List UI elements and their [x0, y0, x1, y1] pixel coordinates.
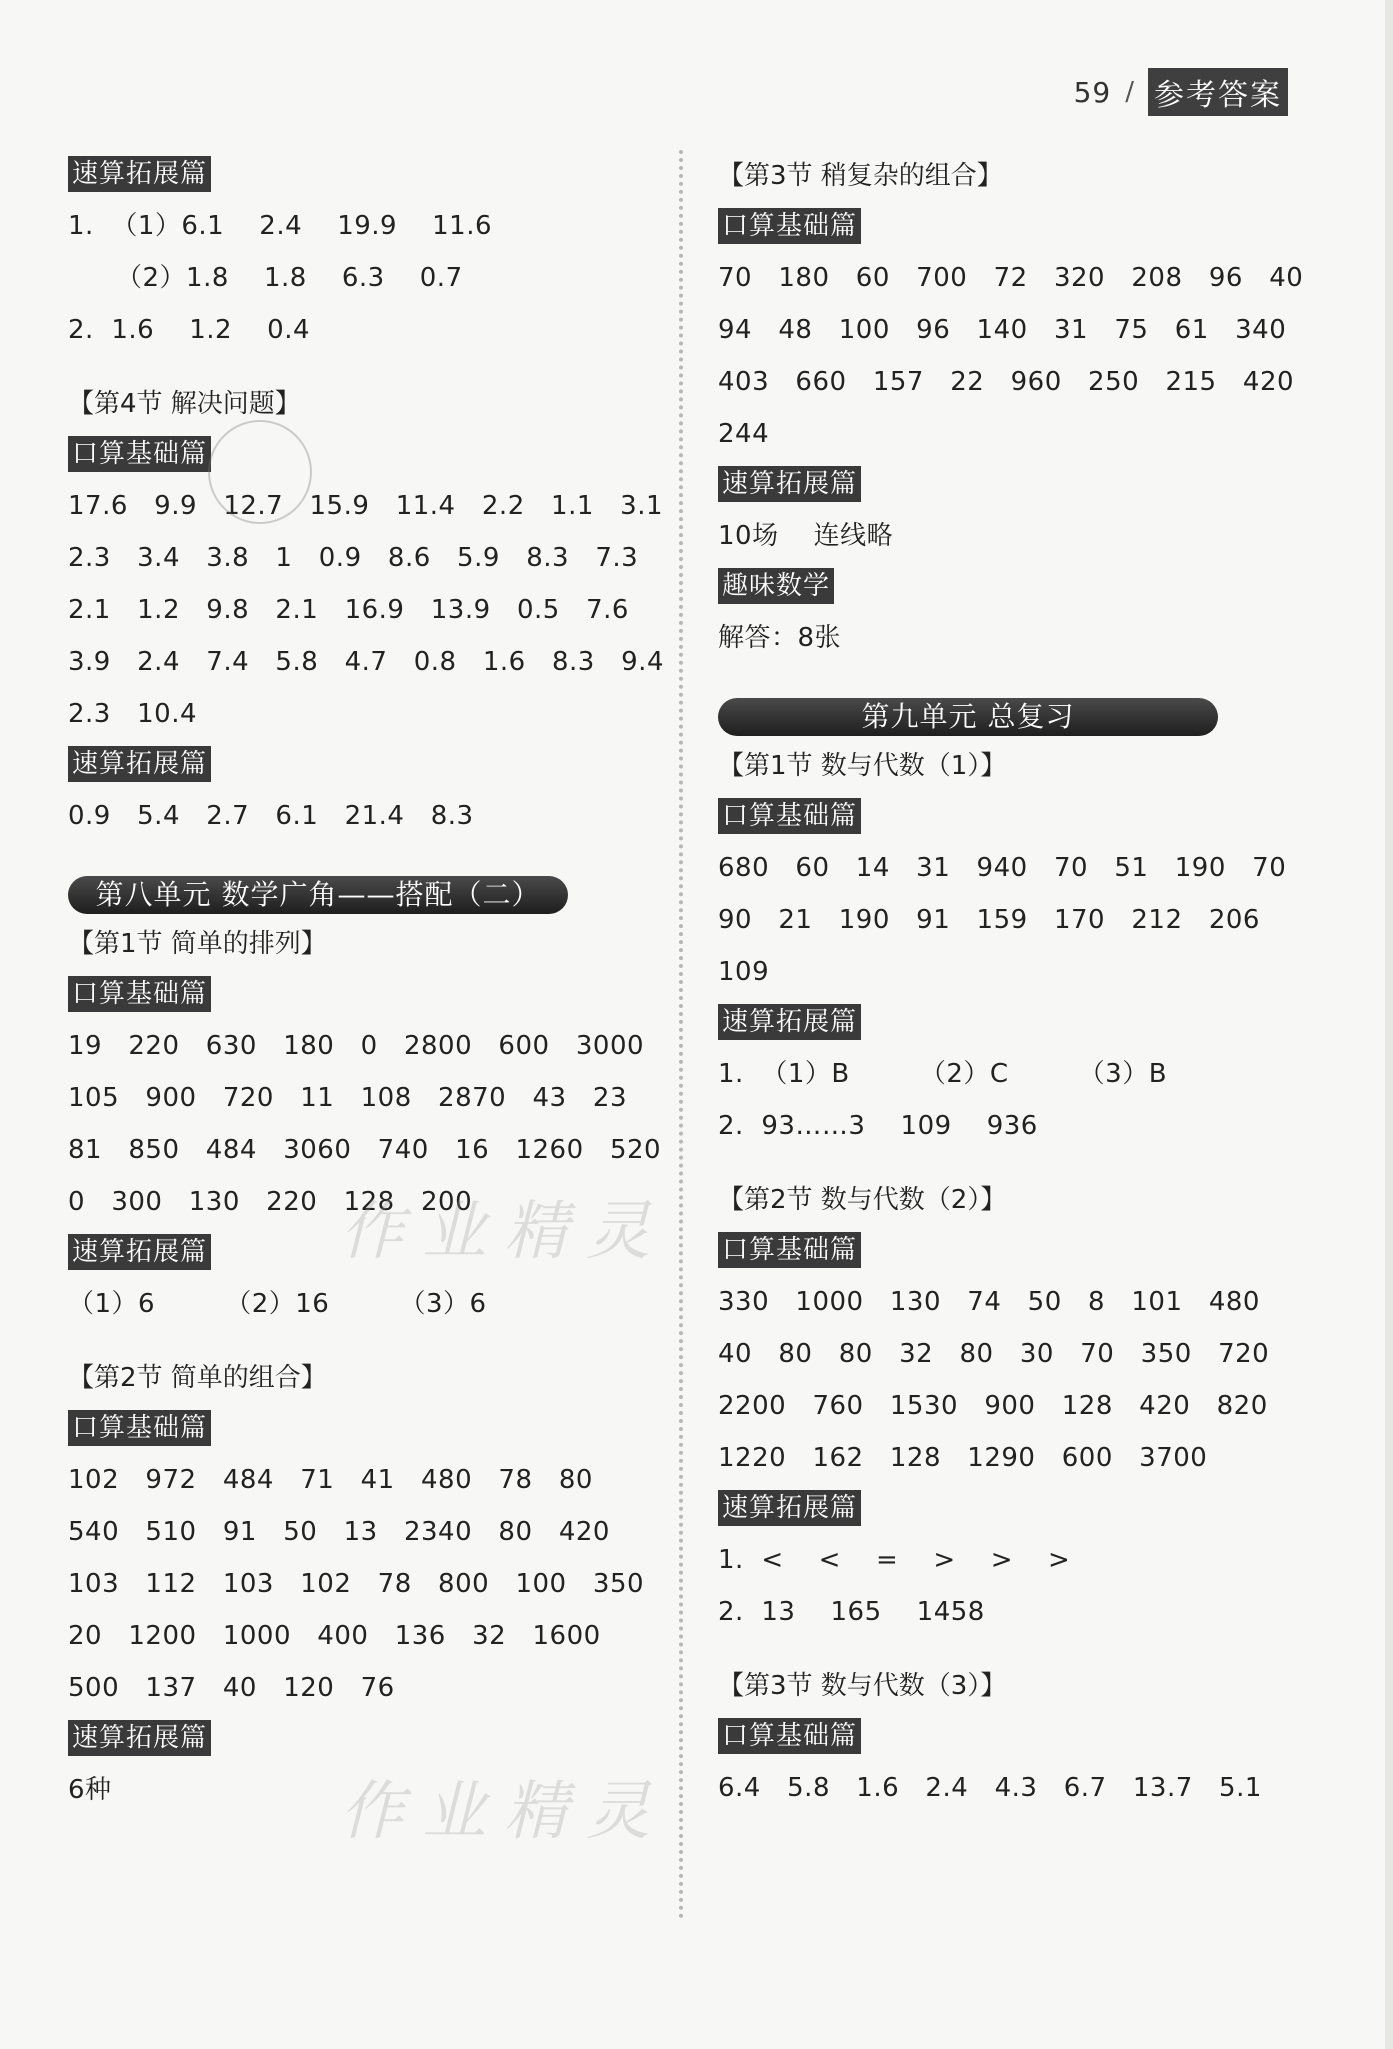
- answer-line: 10场 连线略: [718, 521, 894, 551]
- section-title: 【第3节 数与代数（3）】: [718, 1671, 1007, 1701]
- header-slash: /: [1125, 77, 1134, 107]
- answer-line: 2. 1.6 1.2 0.4: [68, 315, 310, 345]
- answer-line: 2200 760 1530 900 128 420 820: [718, 1391, 1268, 1421]
- answer-line: 2. 13 165 1458: [718, 1597, 985, 1627]
- section-title: 【第3节 稍复杂的组合】: [718, 161, 1003, 191]
- section-title: 【第4节 解决问题】: [68, 389, 301, 419]
- answer-line: 2.1 1.2 9.8 2.1 16.9 13.9 0.5 7.6: [68, 595, 629, 625]
- answer-line: 680 60 14 31 940 70 51 190 70: [718, 853, 1287, 883]
- answer-line: 102 972 484 71 41 480 78 80: [68, 1465, 593, 1495]
- section-label: 速算拓展篇: [718, 1004, 861, 1040]
- answer-line: 19 220 630 180 0 2800 600 3000: [68, 1031, 645, 1061]
- left-section-1: [68, 150, 628, 356]
- answer-line: （1）6 （2）16 （3）6: [68, 1289, 487, 1319]
- answer-line: 500 137 40 120 76: [68, 1673, 395, 1703]
- section-title: 【第1节 简单的排列】: [68, 929, 327, 959]
- answer-line: 20 1200 1000 400 136 32 1600: [68, 1621, 601, 1651]
- answer-line: 1220 162 128 1290 600 3700: [718, 1443, 1208, 1473]
- right-section-3: [718, 1174, 1278, 1638]
- answer-line: 70 180 60 700 72 320 208 96 40: [718, 263, 1304, 293]
- answer-line: 81 850 484 3060 740 16 1260 520: [68, 1135, 662, 1165]
- answer-line: 105 900 720 11 108 2870 43 23: [68, 1083, 627, 1113]
- section-label: 口算基础篇: [718, 1718, 861, 1754]
- section-label: 口算基础篇: [68, 436, 211, 472]
- watermark-text: 作业精灵: [340, 1195, 668, 1269]
- section-label: 速算拓展篇: [68, 1234, 211, 1270]
- answer-line: 2. 93……3 109 936: [718, 1111, 1038, 1141]
- answer-line: 40 80 80 32 80 30 70 350 720: [718, 1339, 1270, 1369]
- page-number: 59: [1073, 75, 1112, 109]
- unit-banner: 第九单元 总复习: [718, 698, 1218, 736]
- left-section-2: [68, 378, 664, 842]
- answer-line: 2.3 10.4: [68, 699, 198, 729]
- section-label: 速算拓展篇: [68, 156, 211, 192]
- section-title: 【第2节 简单的组合】: [68, 1363, 327, 1393]
- section-label: 口算基础篇: [718, 208, 861, 244]
- answer-line: 2.3 3.4 3.8 1 0.9 8.6 5.9 8.3 7.3: [68, 543, 639, 573]
- answer-line: 403 660 157 22 960 250 215 420: [718, 367, 1295, 397]
- answer-line: 17.6 9.9 12.7 15.9 11.4 2.2 1.1 3.1: [68, 491, 664, 521]
- answer-line: （2）1.8 1.8 6.3 0.7: [116, 263, 463, 293]
- section-label: 口算基础篇: [68, 976, 211, 1012]
- answer-line: 94 48 100 96 140 31 75 61 340: [718, 315, 1287, 345]
- answer-line: 244: [718, 419, 770, 449]
- section-title: 【第2节 数与代数（2）】: [718, 1185, 1007, 1215]
- section-label: 速算拓展篇: [68, 746, 211, 782]
- section-label: 速算拓展篇: [68, 1720, 211, 1756]
- answer-line: 6种: [68, 1775, 112, 1805]
- answer-line: 540 510 91 50 13 2340 80 420: [68, 1517, 610, 1547]
- watermark-text: 作业精灵: [340, 1775, 668, 1849]
- column-divider: [679, 150, 683, 1920]
- section-label: 口算基础篇: [718, 1232, 861, 1268]
- right-column: [718, 150, 1304, 1814]
- answer-line: 1. < < = > > >: [718, 1545, 1071, 1575]
- answer-line: 1. （1）B （2）C （3）B: [718, 1059, 1168, 1089]
- answer-line: 109: [718, 957, 770, 987]
- answer-line: 330 1000 130 74 50 8 101 480: [718, 1287, 1260, 1317]
- section-title: 【第1节 数与代数（1）】: [718, 751, 1007, 781]
- right-section-1: [718, 150, 1304, 664]
- answer-line: 3.9 2.4 7.4 5.8 4.7 0.8 1.6 8.3 9.4: [68, 647, 664, 677]
- right-section-2: [718, 740, 1287, 1152]
- section-label: 趣味数学: [718, 568, 834, 604]
- answer-line: 0.9 5.4 2.7 6.1 21.4 8.3: [68, 801, 474, 831]
- answer-line: 6.4 5.8 1.6 2.4 4.3 6.7 13.7 5.1: [718, 1773, 1262, 1803]
- answers-title: 参考答案: [1148, 68, 1288, 116]
- unit-banner: 第八单元 数学广角——搭配（二）: [68, 876, 568, 914]
- answer-line: 0 300 130 220 128 200: [68, 1187, 473, 1217]
- answer-line: 103 112 103 102 78 800 100 350: [68, 1569, 645, 1599]
- section-label: 速算拓展篇: [718, 1490, 861, 1526]
- section-label: 口算基础篇: [68, 1410, 211, 1446]
- section-label: 口算基础篇: [718, 798, 861, 834]
- answer-line: 解答：8张: [718, 623, 842, 653]
- section-label: 速算拓展篇: [718, 466, 861, 502]
- answer-line: 90 21 190 91 159 170 212 206: [718, 905, 1260, 935]
- stamp-watermark: [208, 420, 312, 524]
- answer-line: 1. （1）6.1 2.4 19.9 11.6: [68, 211, 493, 241]
- right-section-4: [718, 1660, 1278, 1814]
- page-header: [1074, 68, 1288, 116]
- page-edge: [1385, 0, 1393, 2049]
